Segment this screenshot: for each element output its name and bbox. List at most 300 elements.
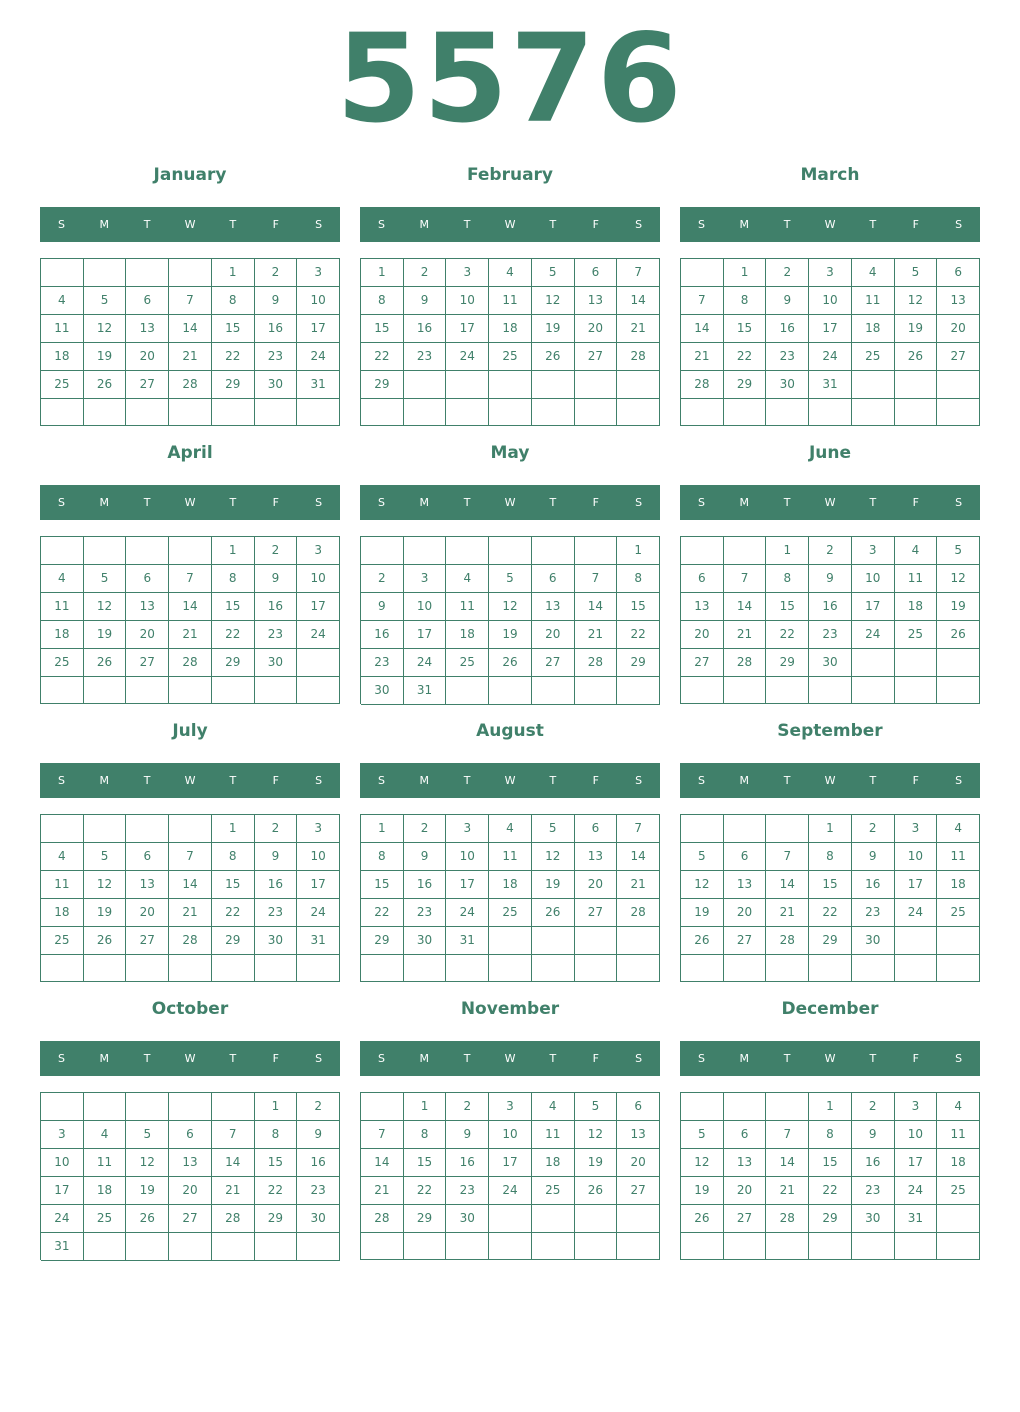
weekday-label: T (463, 1052, 471, 1065)
day-cell: 7 (617, 259, 660, 287)
day-cell: 28 (169, 649, 212, 677)
day-cell: 18 (489, 871, 532, 899)
day-cell: 6 (681, 565, 724, 593)
day-cell: 25 (532, 1177, 575, 1205)
day-cell: 20 (724, 1177, 767, 1205)
day-cell: 22 (212, 343, 255, 371)
weekday-label: S (955, 496, 963, 509)
day-cell (852, 371, 895, 399)
day-cell: 20 (126, 343, 169, 371)
day-cell: 14 (617, 287, 660, 315)
month-name: January (153, 165, 227, 185)
weekday-label: F (272, 496, 279, 509)
day-cell (84, 815, 127, 843)
day-cell: 1 (255, 1093, 298, 1121)
day-cell (84, 955, 127, 982)
day-cell: 26 (532, 899, 575, 927)
day-cell: 24 (297, 899, 340, 927)
day-cell (404, 955, 447, 982)
day-cell: 22 (724, 343, 767, 371)
day-cell (169, 259, 212, 287)
day-cell: 23 (255, 621, 298, 649)
month-name: March (800, 165, 860, 185)
day-cell (404, 399, 447, 426)
weekday-header (360, 763, 660, 798)
day-cell: 19 (84, 621, 127, 649)
day-cell: 8 (404, 1121, 447, 1149)
day-cell: 20 (937, 315, 980, 343)
day-cell: 24 (895, 899, 938, 927)
day-cell: 7 (766, 1121, 809, 1149)
day-cell: 28 (617, 343, 660, 371)
weekday-label: S (697, 218, 705, 231)
day-cell: 9 (297, 1121, 340, 1149)
day-cell (575, 1205, 618, 1233)
day-cell: 3 (895, 1093, 938, 1121)
day-cell (84, 677, 127, 704)
weekday-label: M (739, 496, 750, 509)
day-cell: 20 (575, 315, 618, 343)
day-cell: 8 (809, 1121, 852, 1149)
day-cell: 28 (681, 371, 724, 399)
day-cell: 13 (617, 1121, 660, 1149)
day-cell: 26 (532, 343, 575, 371)
day-cell: 6 (126, 287, 169, 315)
day-cell: 14 (169, 871, 212, 899)
day-cell: 7 (361, 1121, 404, 1149)
day-cell: 10 (446, 843, 489, 871)
day-cell (41, 259, 84, 287)
day-cell: 17 (895, 871, 938, 899)
weekday-label: F (912, 496, 919, 509)
day-cell: 21 (212, 1177, 255, 1205)
day-cell: 23 (852, 899, 895, 927)
day-cell: 1 (361, 815, 404, 843)
day-cell: 29 (724, 371, 767, 399)
day-cell: 13 (169, 1149, 212, 1177)
day-cell: 29 (212, 649, 255, 677)
day-cell: 27 (681, 649, 724, 677)
day-cell: 24 (489, 1177, 532, 1205)
weekday-label: T (143, 218, 151, 231)
day-cell: 27 (724, 927, 767, 955)
day-cell (681, 1233, 724, 1260)
weekday-label: W (824, 1052, 836, 1065)
day-cell: 13 (126, 315, 169, 343)
day-cell: 10 (41, 1149, 84, 1177)
day-cell (169, 677, 212, 704)
day-cell: 30 (255, 927, 298, 955)
day-cell: 12 (126, 1149, 169, 1177)
day-cell: 13 (724, 1149, 767, 1177)
day-cell (212, 1093, 255, 1121)
day-cell: 14 (724, 593, 767, 621)
day-cell (937, 371, 980, 399)
day-cell (681, 815, 724, 843)
day-cell: 2 (446, 1093, 489, 1121)
day-cell: 18 (489, 315, 532, 343)
day-cell: 4 (937, 815, 980, 843)
day-grid (40, 814, 340, 982)
day-cell (532, 399, 575, 426)
day-cell (84, 259, 127, 287)
day-cell: 24 (404, 649, 447, 677)
day-cell (937, 399, 980, 426)
day-cell (895, 927, 938, 955)
day-cell: 5 (937, 537, 980, 565)
day-cell (404, 371, 447, 399)
day-cell: 11 (489, 287, 532, 315)
day-cell: 6 (617, 1093, 660, 1121)
day-cell: 20 (681, 621, 724, 649)
day-cell: 25 (489, 343, 532, 371)
day-cell (41, 537, 84, 565)
day-cell: 20 (575, 871, 618, 899)
day-cell: 7 (617, 815, 660, 843)
day-cell: 19 (489, 621, 532, 649)
day-cell: 22 (617, 621, 660, 649)
day-cell (446, 399, 489, 426)
day-cell: 16 (255, 593, 298, 621)
day-cell: 9 (404, 843, 447, 871)
day-cell: 13 (126, 593, 169, 621)
day-cell: 18 (84, 1177, 127, 1205)
day-cell: 5 (575, 1093, 618, 1121)
day-cell: 16 (404, 871, 447, 899)
day-cell: 20 (617, 1149, 660, 1177)
weekday-label: T (229, 496, 237, 509)
day-cell: 8 (361, 287, 404, 315)
day-cell: 11 (489, 843, 532, 871)
day-cell: 6 (724, 843, 767, 871)
day-cell (724, 677, 767, 704)
day-cell: 6 (532, 565, 575, 593)
day-cell: 15 (212, 871, 255, 899)
day-cell: 13 (937, 287, 980, 315)
day-cell (212, 399, 255, 426)
weekday-header (360, 207, 660, 242)
day-cell (41, 1093, 84, 1121)
day-cell (361, 1093, 404, 1121)
day-cell: 23 (766, 343, 809, 371)
day-cell: 27 (575, 343, 618, 371)
day-cell: 12 (84, 593, 127, 621)
day-cell: 12 (575, 1121, 618, 1149)
day-cell: 25 (937, 1177, 980, 1205)
day-cell: 11 (532, 1121, 575, 1149)
weekday-label: T (869, 774, 877, 787)
month-name: April (167, 443, 213, 463)
day-cell: 17 (852, 593, 895, 621)
day-cell (681, 399, 724, 426)
day-grid (680, 1092, 980, 1260)
day-cell: 5 (84, 843, 127, 871)
day-cell (724, 955, 767, 982)
day-cell: 27 (126, 927, 169, 955)
day-cell: 15 (724, 315, 767, 343)
day-cell: 26 (84, 371, 127, 399)
day-cell: 20 (169, 1177, 212, 1205)
day-cell: 23 (255, 343, 298, 371)
day-cell: 5 (126, 1121, 169, 1149)
day-cell: 18 (532, 1149, 575, 1177)
day-cell (41, 815, 84, 843)
day-cell (489, 955, 532, 982)
day-cell: 3 (297, 815, 340, 843)
day-cell: 27 (937, 343, 980, 371)
day-cell (361, 1233, 404, 1260)
day-cell: 29 (361, 371, 404, 399)
day-cell: 15 (212, 315, 255, 343)
day-cell: 4 (852, 259, 895, 287)
day-cell (361, 537, 404, 565)
day-cell (724, 815, 767, 843)
day-cell: 31 (446, 927, 489, 955)
day-cell: 3 (895, 815, 938, 843)
day-cell: 12 (489, 593, 532, 621)
day-cell (937, 955, 980, 982)
day-cell: 28 (169, 371, 212, 399)
weekday-label: F (272, 218, 279, 231)
weekday-label: M (419, 1052, 430, 1065)
day-cell: 5 (489, 565, 532, 593)
day-cell: 1 (809, 1093, 852, 1121)
day-cell: 22 (212, 621, 255, 649)
day-cell: 11 (41, 593, 84, 621)
day-cell: 19 (681, 899, 724, 927)
day-cell: 7 (575, 565, 618, 593)
day-cell (532, 1205, 575, 1233)
day-cell: 10 (809, 287, 852, 315)
day-cell (126, 1233, 169, 1261)
weekday-label: T (463, 774, 471, 787)
weekday-header (40, 763, 340, 798)
day-cell: 20 (126, 899, 169, 927)
day-cell: 26 (126, 1205, 169, 1233)
day-cell: 25 (41, 927, 84, 955)
weekday-label: S (635, 496, 643, 509)
day-cell: 21 (169, 899, 212, 927)
day-cell: 8 (212, 565, 255, 593)
day-cell: 12 (937, 565, 980, 593)
day-cell: 19 (895, 315, 938, 343)
day-cell: 5 (532, 259, 575, 287)
weekday-header (680, 485, 980, 520)
weekday-header (680, 763, 980, 798)
weekday-label: M (419, 218, 430, 231)
weekday-label: S (635, 218, 643, 231)
day-cell: 18 (41, 621, 84, 649)
day-cell: 19 (937, 593, 980, 621)
weekday-label: S (697, 496, 705, 509)
day-cell (895, 371, 938, 399)
day-cell: 17 (895, 1149, 938, 1177)
day-cell: 7 (766, 843, 809, 871)
weekday-label: S (315, 496, 323, 509)
weekday-label: T (783, 1052, 791, 1065)
day-cell (766, 677, 809, 704)
day-cell: 15 (361, 315, 404, 343)
day-cell: 7 (169, 287, 212, 315)
day-cell: 6 (937, 259, 980, 287)
day-cell: 3 (297, 537, 340, 565)
day-cell: 29 (255, 1205, 298, 1233)
day-cell: 11 (895, 565, 938, 593)
day-cell: 8 (361, 843, 404, 871)
day-cell (446, 955, 489, 982)
day-cell: 16 (766, 315, 809, 343)
weekday-header (360, 485, 660, 520)
day-cell (126, 259, 169, 287)
day-cell: 1 (809, 815, 852, 843)
day-cell: 6 (575, 259, 618, 287)
day-cell: 27 (724, 1205, 767, 1233)
day-cell (724, 537, 767, 565)
day-cell: 30 (255, 371, 298, 399)
day-cell: 1 (404, 1093, 447, 1121)
day-cell: 19 (84, 343, 127, 371)
day-grid (40, 536, 340, 704)
day-cell: 2 (297, 1093, 340, 1121)
day-cell: 12 (84, 315, 127, 343)
day-cell: 4 (532, 1093, 575, 1121)
day-cell: 3 (489, 1093, 532, 1121)
weekday-label: W (824, 496, 836, 509)
day-cell: 8 (255, 1121, 298, 1149)
day-cell: 6 (169, 1121, 212, 1149)
day-cell: 29 (809, 1205, 852, 1233)
day-cell: 14 (212, 1149, 255, 1177)
day-cell: 21 (575, 621, 618, 649)
day-cell (937, 1205, 980, 1233)
day-cell (297, 399, 340, 426)
weekday-label: W (824, 774, 836, 787)
day-cell: 16 (852, 871, 895, 899)
day-cell (852, 677, 895, 704)
day-cell: 24 (41, 1205, 84, 1233)
day-cell (126, 815, 169, 843)
day-cell (852, 649, 895, 677)
month-name: May (490, 443, 530, 463)
day-cell: 4 (489, 259, 532, 287)
day-cell (446, 1233, 489, 1260)
day-cell (809, 955, 852, 982)
day-cell: 5 (681, 1121, 724, 1149)
day-cell: 13 (724, 871, 767, 899)
weekday-label: T (783, 218, 791, 231)
day-cell: 2 (852, 1093, 895, 1121)
day-cell: 7 (724, 565, 767, 593)
day-cell (617, 927, 660, 955)
day-cell: 12 (84, 871, 127, 899)
day-cell (937, 649, 980, 677)
day-cell: 23 (297, 1177, 340, 1205)
weekday-label: S (697, 774, 705, 787)
day-cell (169, 1233, 212, 1261)
day-cell: 21 (766, 1177, 809, 1205)
day-cell (895, 649, 938, 677)
day-cell: 3 (446, 259, 489, 287)
day-cell: 6 (126, 843, 169, 871)
day-cell: 19 (532, 315, 575, 343)
day-cell: 10 (404, 593, 447, 621)
day-cell (766, 399, 809, 426)
day-cell: 22 (361, 899, 404, 927)
day-cell (532, 955, 575, 982)
day-cell: 18 (446, 621, 489, 649)
day-cell: 1 (212, 537, 255, 565)
day-cell: 9 (255, 565, 298, 593)
day-cell: 9 (766, 287, 809, 315)
weekday-label: S (377, 496, 385, 509)
day-cell: 27 (532, 649, 575, 677)
day-cell: 10 (895, 1121, 938, 1149)
weekday-label: F (272, 774, 279, 787)
day-cell: 27 (126, 649, 169, 677)
day-cell: 24 (297, 343, 340, 371)
day-cell (126, 399, 169, 426)
day-cell: 27 (169, 1205, 212, 1233)
day-cell: 2 (404, 259, 447, 287)
day-cell: 29 (212, 927, 255, 955)
day-cell (404, 1233, 447, 1260)
day-cell: 13 (126, 871, 169, 899)
day-cell (446, 537, 489, 565)
day-cell: 31 (809, 371, 852, 399)
day-cell (895, 677, 938, 704)
day-cell (255, 1233, 298, 1261)
day-cell: 11 (937, 843, 980, 871)
day-cell: 19 (532, 871, 575, 899)
day-cell (126, 955, 169, 982)
day-cell (41, 399, 84, 426)
day-cell: 9 (809, 565, 852, 593)
weekday-label: T (229, 218, 237, 231)
day-cell: 12 (681, 1149, 724, 1177)
day-cell: 30 (446, 1205, 489, 1233)
day-cell (852, 1233, 895, 1260)
day-grid (680, 536, 980, 704)
day-cell: 26 (84, 927, 127, 955)
day-grid (360, 1092, 660, 1260)
day-grid (360, 258, 660, 426)
day-cell: 29 (404, 1205, 447, 1233)
day-cell: 16 (255, 871, 298, 899)
month-name: October (151, 999, 229, 1019)
day-cell: 22 (361, 343, 404, 371)
weekday-label: T (783, 496, 791, 509)
day-cell: 22 (255, 1177, 298, 1205)
day-cell: 7 (169, 843, 212, 871)
weekday-label: S (377, 1052, 385, 1065)
day-cell (297, 1233, 340, 1261)
day-cell: 22 (404, 1177, 447, 1205)
day-cell (724, 1233, 767, 1260)
day-cell (937, 927, 980, 955)
day-cell (446, 677, 489, 705)
day-cell: 19 (126, 1177, 169, 1205)
day-cell: 20 (724, 899, 767, 927)
day-cell: 13 (575, 287, 618, 315)
day-cell: 5 (532, 815, 575, 843)
day-cell: 20 (126, 621, 169, 649)
day-cell: 26 (575, 1177, 618, 1205)
month-name: June (808, 443, 852, 463)
day-cell: 25 (895, 621, 938, 649)
weekday-label: M (99, 496, 110, 509)
day-cell (255, 677, 298, 704)
day-cell (489, 371, 532, 399)
